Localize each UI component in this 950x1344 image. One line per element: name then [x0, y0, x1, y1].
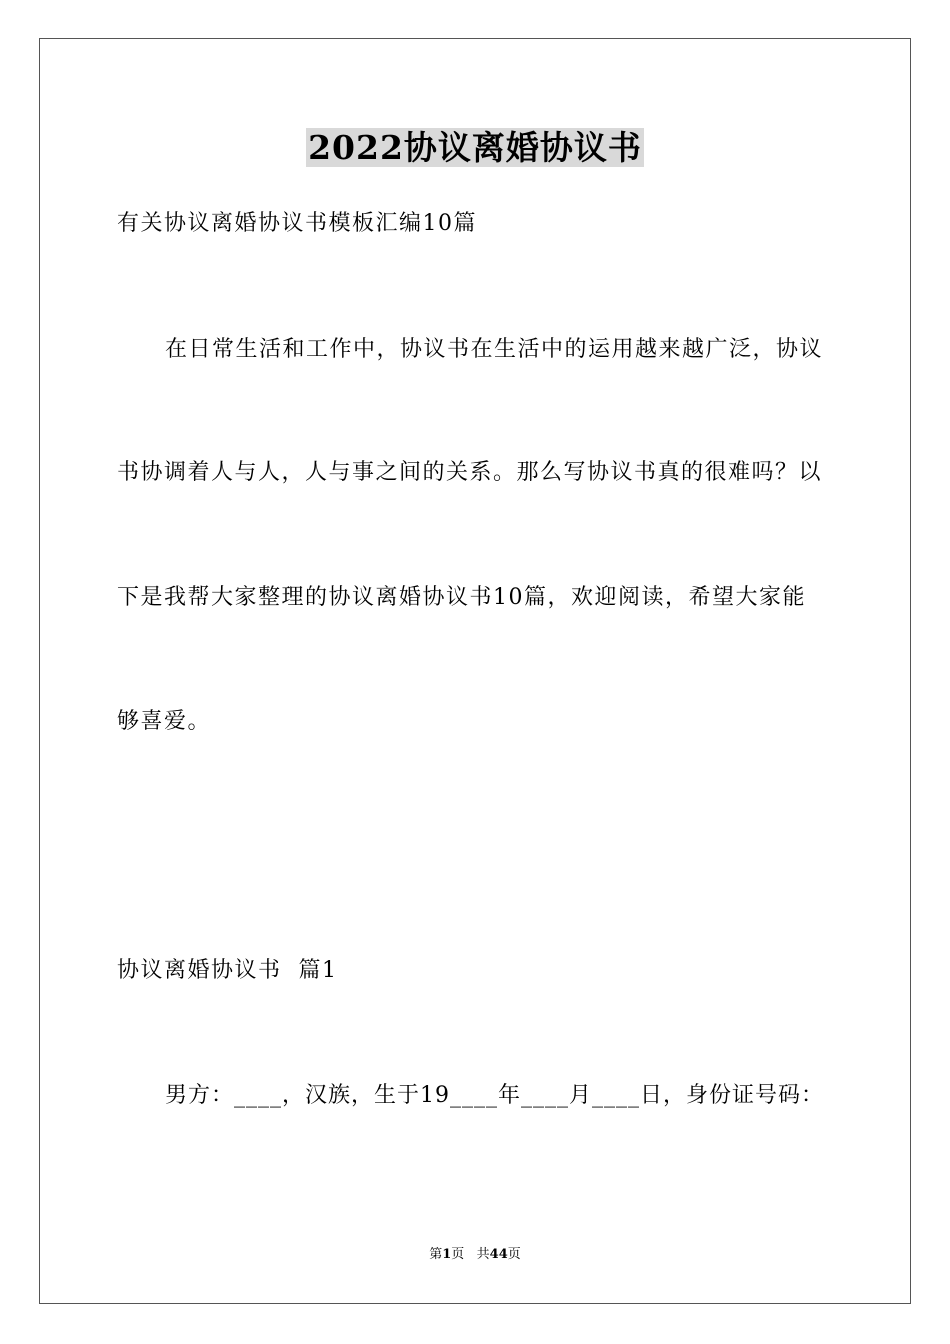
footer-total-pages: 44: [489, 1247, 508, 1262]
body-line-male-party: 男方：____，汉族，生于19____年____月____日，身份证号码：: [165, 1083, 824, 1108]
intro-line-1: 在日常生活和工作中，协议书在生活中的运用越来越广泛，协议: [165, 337, 824, 362]
footer-page-number: 1: [442, 1247, 452, 1262]
footer-prefix: 第: [429, 1247, 443, 1262]
section-heading: 协议离婚协议书 篇1: [117, 958, 338, 983]
document-subtitle: 有关协议离婚协议书模板汇编10篇: [117, 211, 477, 236]
intro-line-3: 下是我帮大家整理的协议离婚协议书10篇，欢迎阅读，希望大家能: [117, 585, 806, 610]
page-footer: [0, 1246, 950, 1264]
document-title-text: 2022协议离婚协议书: [308, 128, 642, 167]
intro-line-2: 书协调着人与人，人与事之间的关系。那么写协议书真的很难吗？以: [117, 460, 823, 485]
intro-line-4: 够喜爱。: [117, 709, 212, 734]
footer-suffix: 页: [507, 1247, 521, 1262]
document-title: [0, 126, 950, 170]
footer-middle: 页 共: [451, 1247, 490, 1262]
